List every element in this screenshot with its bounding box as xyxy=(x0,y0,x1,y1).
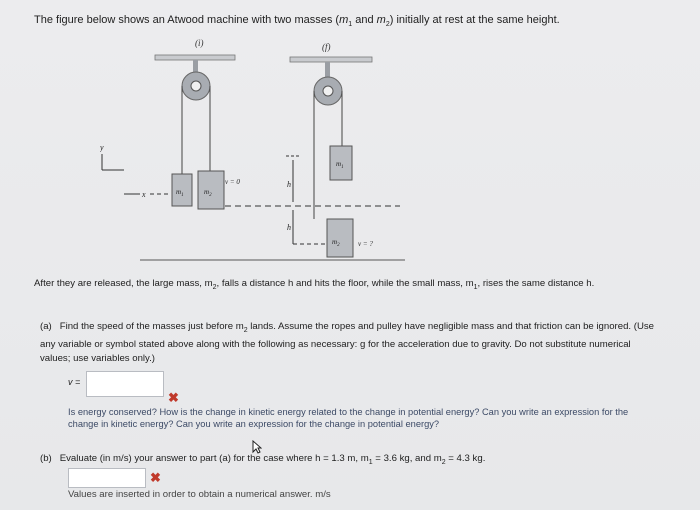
label-initial: (i) xyxy=(195,38,204,48)
v-zero-label: v = 0 xyxy=(225,178,240,186)
mass-m1-initial: $m_1$ xyxy=(176,188,184,198)
v-label: v = xyxy=(68,377,81,387)
note-text-b: Values are inserted in order to obtain a numerical answer. m/s xyxy=(68,489,331,500)
intro-text: The figure below shows an Atwood machine with two masses ($m_1$ and $m_2$) initially at rest at the same height. xyxy=(34,14,560,29)
atwood-figure xyxy=(100,34,410,264)
wrong-icon-a: ✖ xyxy=(168,390,179,405)
label-final: (f) xyxy=(322,42,331,52)
part-a-label: (a) xyxy=(40,321,52,332)
part-b-question: (b) Evaluate (in m/s) your answer to part (a) for the case where h = 1.3 m, $m_1 = 3.6$ kg, and $m_2 = 4.3$ kg. xyxy=(40,453,486,466)
answer-b-input[interactable] xyxy=(68,468,146,488)
axis-x-label: x xyxy=(142,190,146,199)
machine-final xyxy=(290,57,373,257)
axis-y-label: y xyxy=(100,143,104,152)
wrong-icon-b: ✖ xyxy=(150,470,161,485)
part-b-label: (b) xyxy=(40,453,52,464)
v-question-label: v = ? xyxy=(358,240,373,248)
mass-m2-initial: $m_2$ xyxy=(204,188,212,198)
axes xyxy=(100,143,170,199)
mass-m1-final: $m_1$ xyxy=(336,160,344,170)
hint-text-a: Is energy conserved? How is the change in kinetic energy related to the change in potential energy? Can you write an expression for the change in kinetic energy? Can you write an expression for the change in potential energy? xyxy=(68,407,629,429)
height-markers xyxy=(286,156,326,244)
machine-initial xyxy=(155,55,235,209)
mass-m2-final: $m_2$ xyxy=(332,238,340,248)
answer-a-input[interactable] xyxy=(86,371,164,397)
after-text: After they are released, the large mass, $m_2$, falls a distance h and hits the floor, while the small mass, $m_1$, rises the same distance h. xyxy=(34,278,595,291)
part-a-question: (a) Find the speed of the masses just before $m_2$ lands. Assume the ropes and pulley have negligible mass and that friction can be ignored. (Use any variable or symbol stated above along with the following as necessary: g for the acceleration due to gravity. Do not substitute numerical values; use variables only.) xyxy=(40,321,655,364)
h-upper: h xyxy=(287,180,291,189)
h-lower: h xyxy=(287,223,291,232)
mouse-cursor-icon xyxy=(252,440,262,454)
